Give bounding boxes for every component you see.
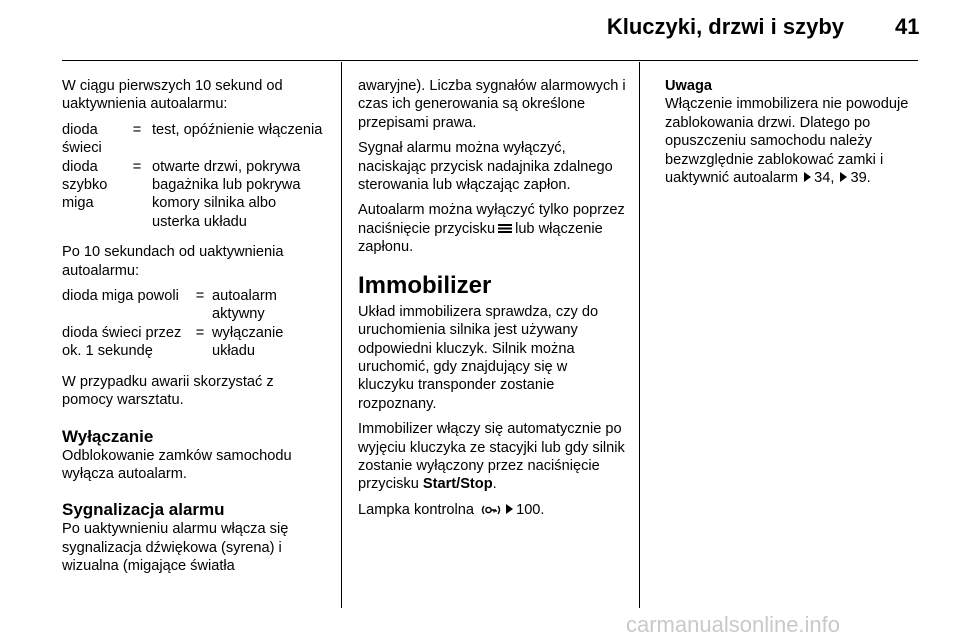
lock-button-icon [498, 220, 512, 238]
immobilizer-auto-paragraph [358, 420, 626, 494]
column-1 [62, 77, 324, 583]
page-title: Kluczyki, drzwi i szyby [606, 14, 844, 39]
table-key: dioda miga powoli [62, 288, 179, 305]
lamp-paragraph [358, 501, 626, 522]
column-3 [665, 77, 925, 194]
continuation-paragraph: awaryjne). Liczba sygnałów alarmowych i czas ich generowania są określone przepisami prawa. [358, 78, 626, 131]
alarm-off-paragraph: Sygnał alarmu można wyłączyć, naciskając przycisk nadajnika zdalnego sterowania lub włączając zapłon. [358, 140, 613, 194]
lamp-text: Lampka kontrolna [358, 501, 475, 518]
section-heading-immobilizer: Immobilizer [358, 271, 492, 299]
table-eq: = [195, 324, 205, 341]
table-row [62, 324, 324, 361]
table-eq: = [132, 121, 142, 138]
failure-paragraph: W przypadku awarii skorzystać z pomocy warsztatu. [62, 373, 274, 409]
table-row [62, 287, 324, 324]
table-eq: = [195, 288, 205, 305]
lamp-ref: 100. [516, 501, 545, 518]
table-eq: = [132, 158, 142, 175]
table-row [62, 121, 324, 158]
note-ref-2: 39. [850, 170, 871, 187]
status-table-1 [62, 121, 324, 231]
immobilizer-paragraph: Układ immobilizera sprawdza, czy do uruchomienia silnika jest używany odpowiedni kluczyk. Silnik można uruchomić, gdy znajdujący się w kluczyku transponder zostanie rozpoznany. [358, 303, 599, 412]
triangle-arrow-icon [506, 504, 513, 514]
after-10-paragraph: Po 10 sekundach od uaktywnienia autoalarmu: [62, 244, 284, 279]
watermark: carmanualsonline.info [626, 612, 841, 637]
column-divider-1 [341, 62, 342, 608]
period: . [492, 476, 497, 493]
intro-paragraph: W ciągu pierwszych 10 sekund od uaktywnienia autoalarmu: [62, 78, 283, 113]
status-table-2 [62, 287, 324, 361]
wylaczanie-paragraph: Odblokowanie zamków samochodu wyłącza autoalarm. [62, 447, 292, 482]
start-stop-label: Start/Stop [422, 476, 493, 493]
note-paragraph [665, 95, 925, 187]
header-rule [62, 60, 918, 61]
triangle-arrow-icon [804, 172, 811, 182]
autoalarm-off-paragraph [358, 201, 626, 256]
note-text: Włączenie immobilizera nie powoduje zablokowania drzwi. Dlatego po opuszczeniu samochodu należy bezwzględnie zablokować zamki i uaktywnić autoalarm [665, 96, 909, 187]
column-divider-2 [639, 62, 640, 608]
table-key: dioda szybko miga [62, 158, 108, 212]
section-heading-sygnalizacja: Sygnalizacja alarmu [62, 500, 225, 520]
note-heading: Uwaga [665, 78, 713, 94]
table-value: otwarte drzwi, pokrywa bagażnika lub pokrywa komory silnika albo usterka układu [152, 158, 301, 230]
table-key: dioda świeci [62, 121, 102, 157]
table-value: autoalarm aktywny [212, 288, 277, 323]
table-value: wyłączanie układu [212, 324, 284, 360]
table-row [62, 158, 324, 232]
table-value: test, opóźnienie włączenia [152, 121, 323, 138]
triangle-arrow-icon [840, 172, 847, 182]
table-key: dioda świeci przez ok. 1 sekundę [62, 324, 182, 360]
sygnalizacja-paragraph: Po uaktywnieniu alarmu włącza się sygnalizacja dźwiękowa (syrena) i wizualna (migające światła [62, 521, 289, 575]
page-number: 41 [895, 14, 920, 39]
autoalarm-text-pre: Autoalarm można wyłączyć tylko poprzez naciśnięcie przycisku [358, 202, 625, 237]
autoalarm-text-post: lub włączenie zapłonu. [358, 220, 603, 256]
column-2 [358, 77, 626, 529]
immobilizer-lamp-icon [480, 503, 502, 522]
auto-text: Immobilizer włączy się automatycznie po wyjęciu kluczyka ze stacyjki lub gdy silnik zostanie wyłączony przez naciśnięcie przycisku [358, 421, 625, 493]
section-heading-wylaczanie: Wyłączanie [62, 426, 154, 446]
note-ref-1: 34, [814, 170, 835, 187]
